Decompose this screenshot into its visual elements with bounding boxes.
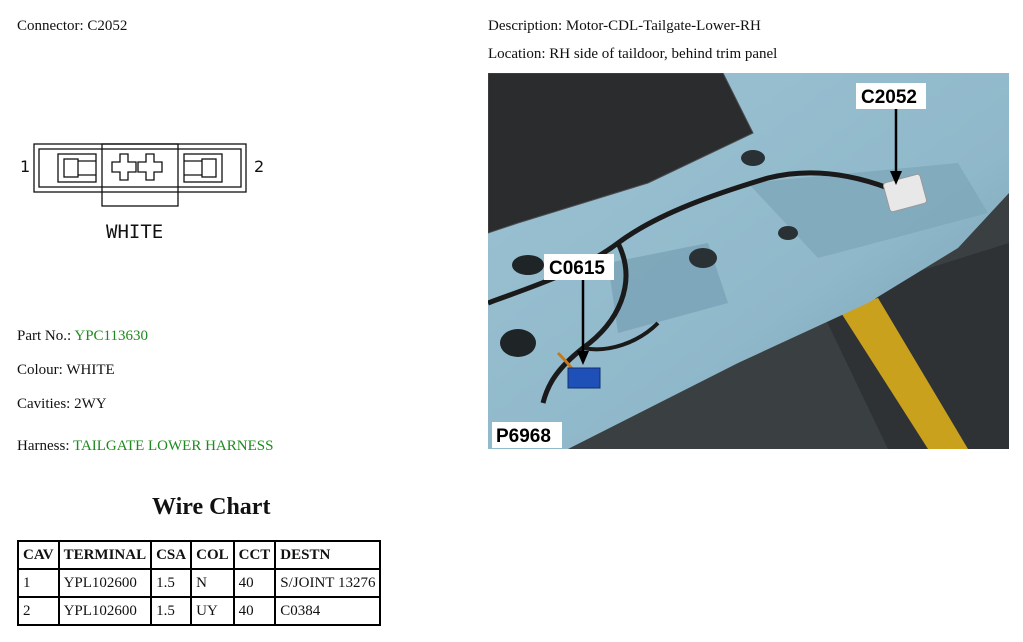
colour-value: WHITE [66, 362, 115, 378]
cell-col: UY [191, 597, 234, 625]
description-label: Description: [488, 18, 563, 34]
header-col: COL [191, 541, 234, 569]
table-row [18, 569, 380, 597]
header-cav: CAV [18, 541, 59, 569]
cavities-value: 2WY [74, 396, 107, 412]
table-header-row [18, 541, 380, 569]
callout-c0615: C0615 [549, 258, 605, 279]
wire-chart-table [17, 540, 381, 626]
cavities-line [17, 396, 107, 413]
callout-c2052: C2052 [861, 87, 917, 108]
table-row [18, 597, 380, 625]
header-csa: CSA [151, 541, 191, 569]
harness-link[interactable]: TAILGATE LOWER HARNESS [72, 438, 274, 454]
connector-label: Connector: [17, 18, 84, 34]
connector-colour-label: WHITE [106, 221, 164, 243]
cell-cct: 40 [234, 597, 276, 625]
connector-face-diagram [14, 140, 274, 250]
cell-terminal: YPL102600 [59, 569, 152, 597]
harness-line [17, 438, 273, 455]
harness-label: Harness: [17, 438, 70, 454]
cell-terminal: YPL102600 [59, 597, 152, 625]
colour-line [17, 362, 115, 379]
cell-col: N [191, 569, 234, 597]
connector-line [17, 18, 127, 35]
part-no-line [17, 328, 148, 345]
part-no-label: Part No.: [17, 328, 72, 344]
cell-cct: 40 [234, 569, 276, 597]
location-label: Location: [488, 46, 546, 62]
wire-chart-title: Wire Chart [152, 494, 271, 520]
colour-label: Colour: [17, 362, 63, 378]
figure-id-label: P6968 [496, 426, 551, 447]
cell-csa: 1.5 [151, 569, 191, 597]
description-value: Motor-CDL-Tailgate-Lower-RH [565, 18, 761, 34]
header-terminal: TERMINAL [59, 541, 152, 569]
cell-cav: 1 [18, 569, 59, 597]
header-cct: CCT [234, 541, 276, 569]
cavities-label: Cavities: [17, 396, 71, 412]
cell-csa: 1.5 [151, 597, 191, 625]
cell-cav: 2 [18, 597, 59, 625]
pin-2-label: 2 [254, 157, 265, 176]
pin-1-label: 1 [20, 157, 31, 176]
cell-destn: C0384 [275, 597, 380, 625]
part-no-link[interactable]: YPC113630 [74, 328, 148, 344]
cell-destn: S/JOINT 13276 [275, 569, 380, 597]
header-destn: DESTN [275, 541, 380, 569]
description-line [488, 18, 761, 35]
location-photo [488, 73, 1009, 449]
location-value: RH side of taildoor, behind trim panel [549, 46, 778, 62]
connector-id: C2052 [87, 18, 128, 34]
location-line [488, 46, 777, 63]
